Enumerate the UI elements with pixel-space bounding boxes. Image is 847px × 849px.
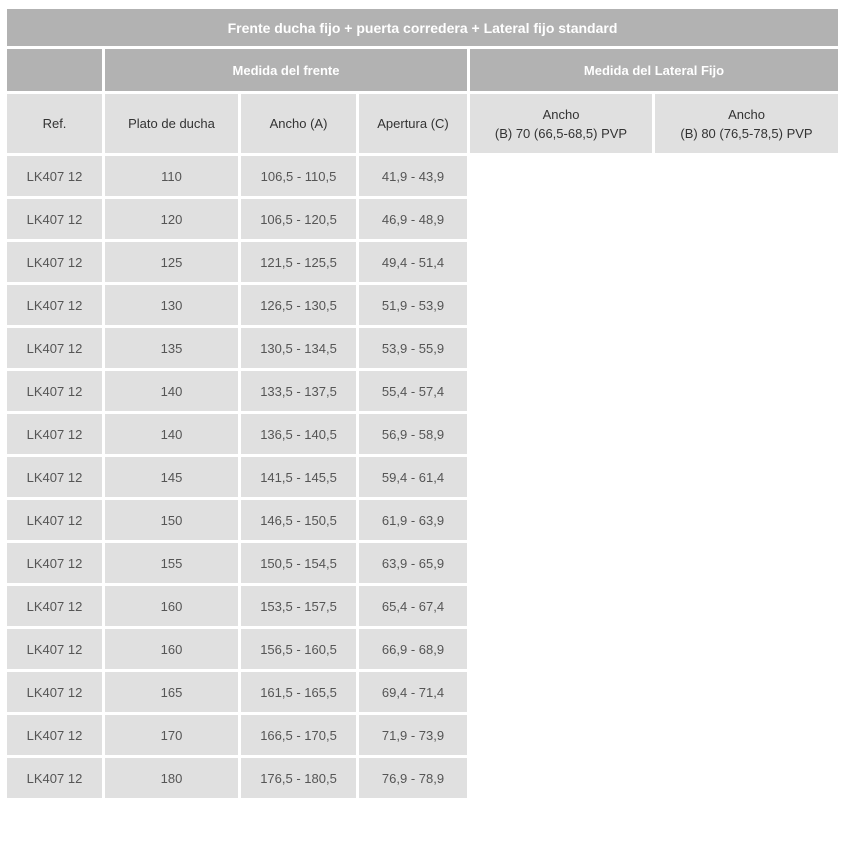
cell-side-80 <box>655 156 838 196</box>
table-row <box>7 543 838 583</box>
cell-ref: LK407 12 <box>7 242 102 282</box>
cell-side-80 <box>655 414 838 454</box>
cell-side-70 <box>470 500 652 540</box>
cell-ancho: 156,5 - 160,5 <box>241 629 356 669</box>
table-row <box>7 242 838 282</box>
cell-ref: LK407 12 <box>7 414 102 454</box>
col-header-ref: Ref. <box>7 94 102 153</box>
col-header-side-70-line1: Ancho <box>542 106 580 122</box>
cell-ancho: 133,5 - 137,5 <box>241 371 356 411</box>
cell-apertura: 71,9 - 73,9 <box>359 715 467 755</box>
table-row <box>7 586 838 626</box>
cell-ref: LK407 12 <box>7 672 102 712</box>
col-header-plato: Plato de ducha <box>105 94 238 153</box>
table-row <box>7 629 838 669</box>
cell-ref: LK407 12 <box>7 457 102 497</box>
cell-ancho: 166,5 - 170,5 <box>241 715 356 755</box>
cell-ancho: 176,5 - 180,5 <box>241 758 356 798</box>
cell-plato: 180 <box>105 758 238 798</box>
cell-side-80 <box>655 586 838 626</box>
cell-apertura: 46,9 - 48,9 <box>359 199 467 239</box>
cell-plato: 140 <box>105 371 238 411</box>
col-header-side-80-line1: Ancho <box>728 106 765 122</box>
table-row <box>7 715 838 755</box>
cell-plato: 160 <box>105 586 238 626</box>
cell-ancho: 106,5 - 110,5 <box>241 156 356 196</box>
cell-apertura: 76,9 - 78,9 <box>359 758 467 798</box>
cell-side-80 <box>655 543 838 583</box>
cell-plato: 170 <box>105 715 238 755</box>
cell-apertura: 56,9 - 58,9 <box>359 414 467 454</box>
table-row <box>7 285 838 325</box>
cell-ref: LK407 12 <box>7 629 102 669</box>
table-row <box>7 156 838 196</box>
cell-side-80 <box>655 758 838 798</box>
cell-apertura: 41,9 - 43,9 <box>359 156 467 196</box>
cell-apertura: 69,4 - 71,4 <box>359 672 467 712</box>
cell-side-80 <box>655 457 838 497</box>
cell-ref: LK407 12 <box>7 758 102 798</box>
shower-price-table <box>4 6 841 801</box>
cell-side-70 <box>470 371 652 411</box>
col-header-side-70 <box>470 94 652 153</box>
cell-ancho: 130,5 - 134,5 <box>241 328 356 368</box>
cell-side-70 <box>470 758 652 798</box>
table-row <box>7 457 838 497</box>
table-row <box>7 500 838 540</box>
group-header-row <box>7 49 838 91</box>
cell-apertura: 65,4 - 67,4 <box>359 586 467 626</box>
table-row <box>7 758 838 798</box>
cell-ancho: 126,5 - 130,5 <box>241 285 356 325</box>
cell-apertura: 49,4 - 51,4 <box>359 242 467 282</box>
cell-ref: LK407 12 <box>7 156 102 196</box>
table-row <box>7 328 838 368</box>
cell-plato: 135 <box>105 328 238 368</box>
cell-plato: 110 <box>105 156 238 196</box>
cell-ancho: 150,5 - 154,5 <box>241 543 356 583</box>
cell-apertura: 59,4 - 61,4 <box>359 457 467 497</box>
group-header-front: Medida del frente <box>105 49 467 91</box>
col-header-side-70-line2: (B) 70 (66,5-68,5) PVP <box>494 125 628 141</box>
table-row <box>7 414 838 454</box>
cell-ancho: 141,5 - 145,5 <box>241 457 356 497</box>
table-row <box>7 672 838 712</box>
title-row <box>7 9 838 46</box>
cell-plato: 160 <box>105 629 238 669</box>
col-header-side-80 <box>655 94 838 153</box>
cell-plato: 155 <box>105 543 238 583</box>
cell-plato: 140 <box>105 414 238 454</box>
cell-plato: 145 <box>105 457 238 497</box>
cell-side-80 <box>655 285 838 325</box>
cell-side-80 <box>655 328 838 368</box>
cell-side-70 <box>470 199 652 239</box>
cell-ref: LK407 12 <box>7 500 102 540</box>
table-title: Frente ducha fijo + puerta corredera + Lateral fijo standard <box>7 9 838 46</box>
cell-ancho: 136,5 - 140,5 <box>241 414 356 454</box>
column-header-row <box>7 94 838 153</box>
cell-side-80 <box>655 629 838 669</box>
cell-apertura: 63,9 - 65,9 <box>359 543 467 583</box>
cell-plato: 120 <box>105 199 238 239</box>
cell-ancho: 146,5 - 150,5 <box>241 500 356 540</box>
col-header-ancho: Ancho (A) <box>241 94 356 153</box>
cell-plato: 150 <box>105 500 238 540</box>
cell-ref: LK407 12 <box>7 285 102 325</box>
cell-ref: LK407 12 <box>7 586 102 626</box>
cell-side-70 <box>470 586 652 626</box>
table-row <box>7 199 838 239</box>
table-row <box>7 371 838 411</box>
cell-ref: LK407 12 <box>7 371 102 411</box>
cell-ref: LK407 12 <box>7 543 102 583</box>
cell-side-70 <box>470 543 652 583</box>
cell-side-80 <box>655 242 838 282</box>
col-header-side-80-line2: (B) 80 (76,5-78,5) PVP <box>680 125 813 141</box>
group-header-blank <box>7 49 102 91</box>
cell-side-80 <box>655 672 838 712</box>
cell-ref: LK407 12 <box>7 715 102 755</box>
cell-side-70 <box>470 629 652 669</box>
cell-apertura: 66,9 - 68,9 <box>359 629 467 669</box>
group-header-side: Medida del Lateral Fijo <box>470 49 838 91</box>
cell-ref: LK407 12 <box>7 199 102 239</box>
cell-plato: 130 <box>105 285 238 325</box>
cell-apertura: 53,9 - 55,9 <box>359 328 467 368</box>
cell-plato: 125 <box>105 242 238 282</box>
cell-side-70 <box>470 672 652 712</box>
cell-apertura: 51,9 - 53,9 <box>359 285 467 325</box>
cell-side-80 <box>655 199 838 239</box>
cell-side-70 <box>470 457 652 497</box>
cell-side-70 <box>470 285 652 325</box>
cell-ancho: 153,5 - 157,5 <box>241 586 356 626</box>
cell-side-70 <box>470 156 652 196</box>
table-body <box>7 156 838 798</box>
cell-side-80 <box>655 500 838 540</box>
col-header-apertura: Apertura (C) <box>359 94 467 153</box>
cell-ancho: 161,5 - 165,5 <box>241 672 356 712</box>
cell-ancho: 106,5 - 120,5 <box>241 199 356 239</box>
cell-apertura: 61,9 - 63,9 <box>359 500 467 540</box>
cell-side-70 <box>470 242 652 282</box>
cell-side-80 <box>655 715 838 755</box>
cell-side-70 <box>470 715 652 755</box>
cell-side-70 <box>470 414 652 454</box>
cell-ancho: 121,5 - 125,5 <box>241 242 356 282</box>
cell-plato: 165 <box>105 672 238 712</box>
cell-side-80 <box>655 371 838 411</box>
cell-ref: LK407 12 <box>7 328 102 368</box>
cell-apertura: 55,4 - 57,4 <box>359 371 467 411</box>
cell-side-70 <box>470 328 652 368</box>
